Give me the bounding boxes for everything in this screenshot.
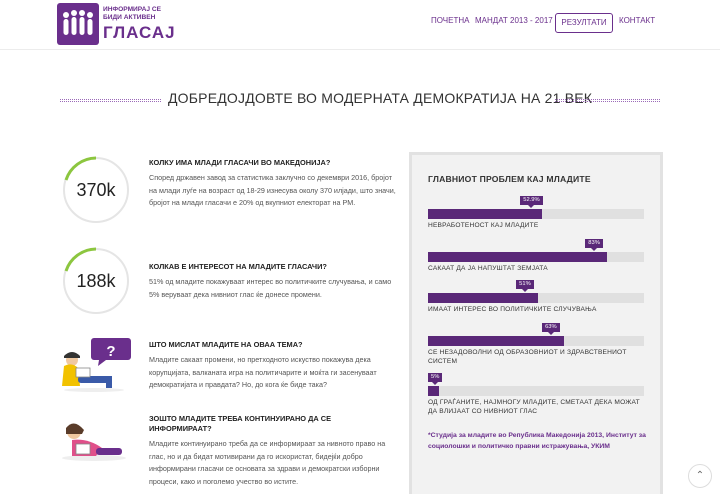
reading-person-illustration <box>56 336 134 394</box>
stat-circle-interest <box>62 247 130 315</box>
bar-fill <box>428 386 439 396</box>
nav-mandate[interactable]: МАНДАТ 2013 - 2017 <box>475 16 553 25</box>
nav-results[interactable]: РЕЗУЛТАТИ <box>555 13 613 33</box>
question-title: КОЛКАВ Е ИНТЕРЕСОТ НА МЛАДИТЕ ГЛАСАЧИ? <box>149 262 327 271</box>
bar-track <box>428 336 644 346</box>
logo-title: ГЛАСАЈ <box>103 23 176 42</box>
bar-label: ИМААТ ИНТЕРЕС ВО ПОЛИТИЧКИТЕ СЛУЧУВАЊА <box>428 306 597 313</box>
bar-label: ОД ГРАЃАНИТЕ, НАЈМНОГУ МЛАДИТЕ, СМЕТААТ ДЕКА МОЖАТ ДА ВЛИЈААТ СО НИВНИОТ ГЛАС <box>428 399 640 415</box>
source-note: *Студија за младите во Република Македонија 2013, Институт за социолошки и политичко правни истражувања, УКИМ <box>428 432 646 450</box>
logo-tagline <box>103 6 161 22</box>
svg-text:?: ? <box>106 343 116 360</box>
bar-fill <box>428 252 607 262</box>
logo-mark-icon <box>57 3 99 45</box>
bar-value-badge: 51% <box>516 280 534 289</box>
bar-track <box>428 293 644 303</box>
stat-circle-voters <box>62 156 130 224</box>
stat-number: 188k <box>76 271 116 291</box>
title-divider-right <box>555 99 660 102</box>
bar-value-badge: 52.9% <box>520 196 542 205</box>
bar-value-badge: 83% <box>585 239 603 248</box>
nav-home[interactable]: ПОЧЕТНА <box>431 16 470 25</box>
logo[interactable] <box>57 3 176 45</box>
chevron-up-icon: ⌃ <box>695 470 705 481</box>
question-body: Според државен завод за статистика заклучно со декември 2016, бројот на млади луѓе на возраст од 18-29 изнесува околу 370 илјади, што значи, бројот на млади гласачи е 20% од вкупниот електорат на РМ. <box>149 173 396 207</box>
title-divider-left <box>60 99 161 102</box>
bar-track <box>428 386 644 396</box>
question-body: Младите сакаат промени, но претходното искуство покажува дека корупцијата, валканата игра на политичарите и моќта ги засенуваат демократијата и правдата? Но, до кога ќе биде така? <box>149 355 377 389</box>
bar-value-badge: 5% <box>428 373 442 382</box>
nav-contact[interactable]: КОНТАКТ <box>619 16 656 25</box>
scroll-top-button[interactable] <box>688 464 712 488</box>
page-title: ДОБРЕДОЈДОВТЕ ВО МОДЕРНАТА ДЕМОКРАТИЈА НА 21 ВЕК <box>168 90 593 106</box>
question-body: Младите континуирано треба да се информираат за нивното право на глас, но и да бидат мотивирани да го искористат, бидејќи добро информирани гласачи се основата за здрави и демократски изборни процеси, како и поголемо учество во истите. <box>149 439 386 486</box>
question-title: КОЛКУ ИМА МЛАДИ ГЛАСАЧИ ВО МАКЕДОНИЈА? <box>149 158 331 167</box>
bar-track <box>428 209 644 219</box>
question-body: 51% од младите покажуваат интерес во политичките случувања, и само 5% веруваат дека нивниот глас ќе донесе промени. <box>149 277 392 299</box>
bar-value-badge: 63% <box>542 323 560 332</box>
stat-number: 370k <box>76 180 116 200</box>
question-title <box>149 414 331 434</box>
logo-line1: ИНФОРМИРАЈ СЕ <box>103 6 162 13</box>
question-title-line2: ИНФОРМИРААТ? <box>149 424 212 433</box>
bar-track <box>428 252 644 262</box>
bar-label: СЕ НЕЗАДОВОЛНИ ОД ОБРАЗОВНИОТ И ЗДРАВСТВЕНИОТ СИСТЕМ <box>428 349 627 365</box>
site-header <box>0 0 720 50</box>
question-title-line1: ЗОШТО МЛАДИТЕ ТРЕБА КОНТИНУИРАНО ДА СЕ <box>149 414 332 423</box>
question-title: ШТО МИСЛАТ МЛАДИТЕ НА ОВАА ТЕМА? <box>149 340 303 349</box>
bar-label: НЕВРАБОТЕНОСТ КАЈ МЛАДИТЕ <box>428 222 539 229</box>
panel-title: ГЛАВНИОТ ПРОБЛЕМ КАЈ МЛАДИТЕ <box>428 174 591 184</box>
bar-fill <box>428 209 542 219</box>
bar-fill <box>428 336 564 346</box>
logo-line2: БИДИ АКТИВЕН <box>103 14 156 21</box>
bar-label: САКААТ ДА ЈА НАПУШТАТ ЗЕМЈАТА <box>428 265 548 272</box>
studying-person-illustration <box>58 420 130 462</box>
bar-fill <box>428 293 538 303</box>
